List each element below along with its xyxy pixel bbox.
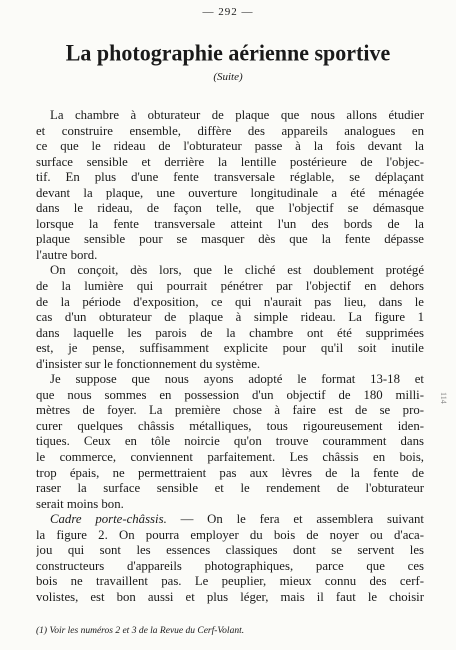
text-line: raser la surface sensible et le rendement de l'obturateur	[36, 481, 424, 496]
text-line: cas d'un obturateur de plaque à simple rideau. La figure 1	[36, 310, 424, 325]
text-line: tif. En plus d'une fente transversale réglable, se déplaçant	[36, 170, 424, 185]
text-line: curer quelques châssis métalliques, tous rigoureusement iden-	[36, 418, 424, 433]
page-number: — 292 —	[202, 6, 254, 18]
text-line: de la lumière qui pourrait pénétrer par l'objectif en dehors	[36, 279, 424, 294]
article-body	[36, 108, 424, 606]
text-line: ce que le rideau de l'obturateur passe à la fois devant la	[36, 139, 424, 154]
section-lead: Cadre porte-châssis.	[50, 512, 167, 527]
text-line: jou qui sont les essences classiques dont se servent les	[36, 543, 424, 558]
paragraph-1	[36, 108, 424, 263]
text-line: mètres de foyer. La première chose à faire est de se pro-	[36, 403, 424, 418]
text-line: constructeurs d'appareils photographiques, parce que ces	[36, 558, 424, 573]
text-line: surface sensible et derrière la lentille postérieure de l'objec-	[36, 154, 424, 169]
text-line: Je suppose que nous ayons adopté le format 13-18 et	[50, 372, 424, 387]
text-line: serait moins bon.	[36, 496, 124, 511]
text-line: volistes, est bon aussi et plus léger, mais il faut le choisir	[36, 589, 424, 604]
text-line: tiques. Ceux en tôle noircie qu'on trouve couramment dans	[36, 434, 424, 449]
text-line: et construire ensemble, diffère des appareils analogues en	[36, 123, 424, 138]
text-line: On conçoit, dès lors, que le cliché est doublement protégé	[50, 263, 424, 278]
footnote: (1) Voir les numéros 2 et 3 de la Revue du Cerf-Volant.	[36, 626, 245, 636]
text-line: de la période d'exposition, ce qui n'aurait pas lieu, dans le	[36, 294, 424, 309]
paragraph-4	[36, 512, 424, 605]
text-line: lorsque la fente transversale atteint l'un des bords de la	[36, 216, 424, 231]
text-line: trop épais, ne permettraient pas aux lèvres de la fente de	[36, 465, 424, 480]
text-line: plaque sensible pour se masquer dès que la fente dépasse	[36, 232, 424, 247]
margin-mark: 114	[439, 392, 448, 404]
text-line: dans laquelle les parois de la chambre ont été supprimées	[36, 325, 424, 340]
paragraph-3	[36, 372, 424, 512]
text-line: la figure 2. On pourra employer du bois de noyer ou d'aca-	[36, 527, 424, 542]
text-line: bois ne travaillent pas. Le peuplier, mieux connu des cerf-	[36, 574, 424, 589]
paragraph-2	[36, 263, 424, 372]
text-line: que nous sommes en possession d'un objectif de 180 milli-	[36, 387, 424, 402]
article-subtitle: (Suite)	[213, 71, 243, 83]
text-line: La chambre à obturateur de plaque que nous allons étudier	[50, 108, 424, 122]
text-line: le commerce, conviennent parfaitement. Les châssis en bois,	[36, 450, 424, 465]
article-title: La photographie aérienne sportive	[65, 39, 391, 66]
text-run: — On le fera et assemblera suivant	[166, 512, 424, 527]
text-line: d'insister sur le fonctionnement du système.	[36, 356, 261, 371]
text-line: est, je pense, suffisamment explicite pour qu'il soit inutile	[36, 341, 424, 356]
text-line	[36, 512, 424, 528]
text-line: l'autre bord.	[36, 247, 98, 262]
text-line: devant la plaque, une ouverture longitudinale a été ménagée	[36, 185, 424, 200]
text-line: dans le rideau, de façon telle, que l'objectif se démasque	[36, 201, 424, 216]
